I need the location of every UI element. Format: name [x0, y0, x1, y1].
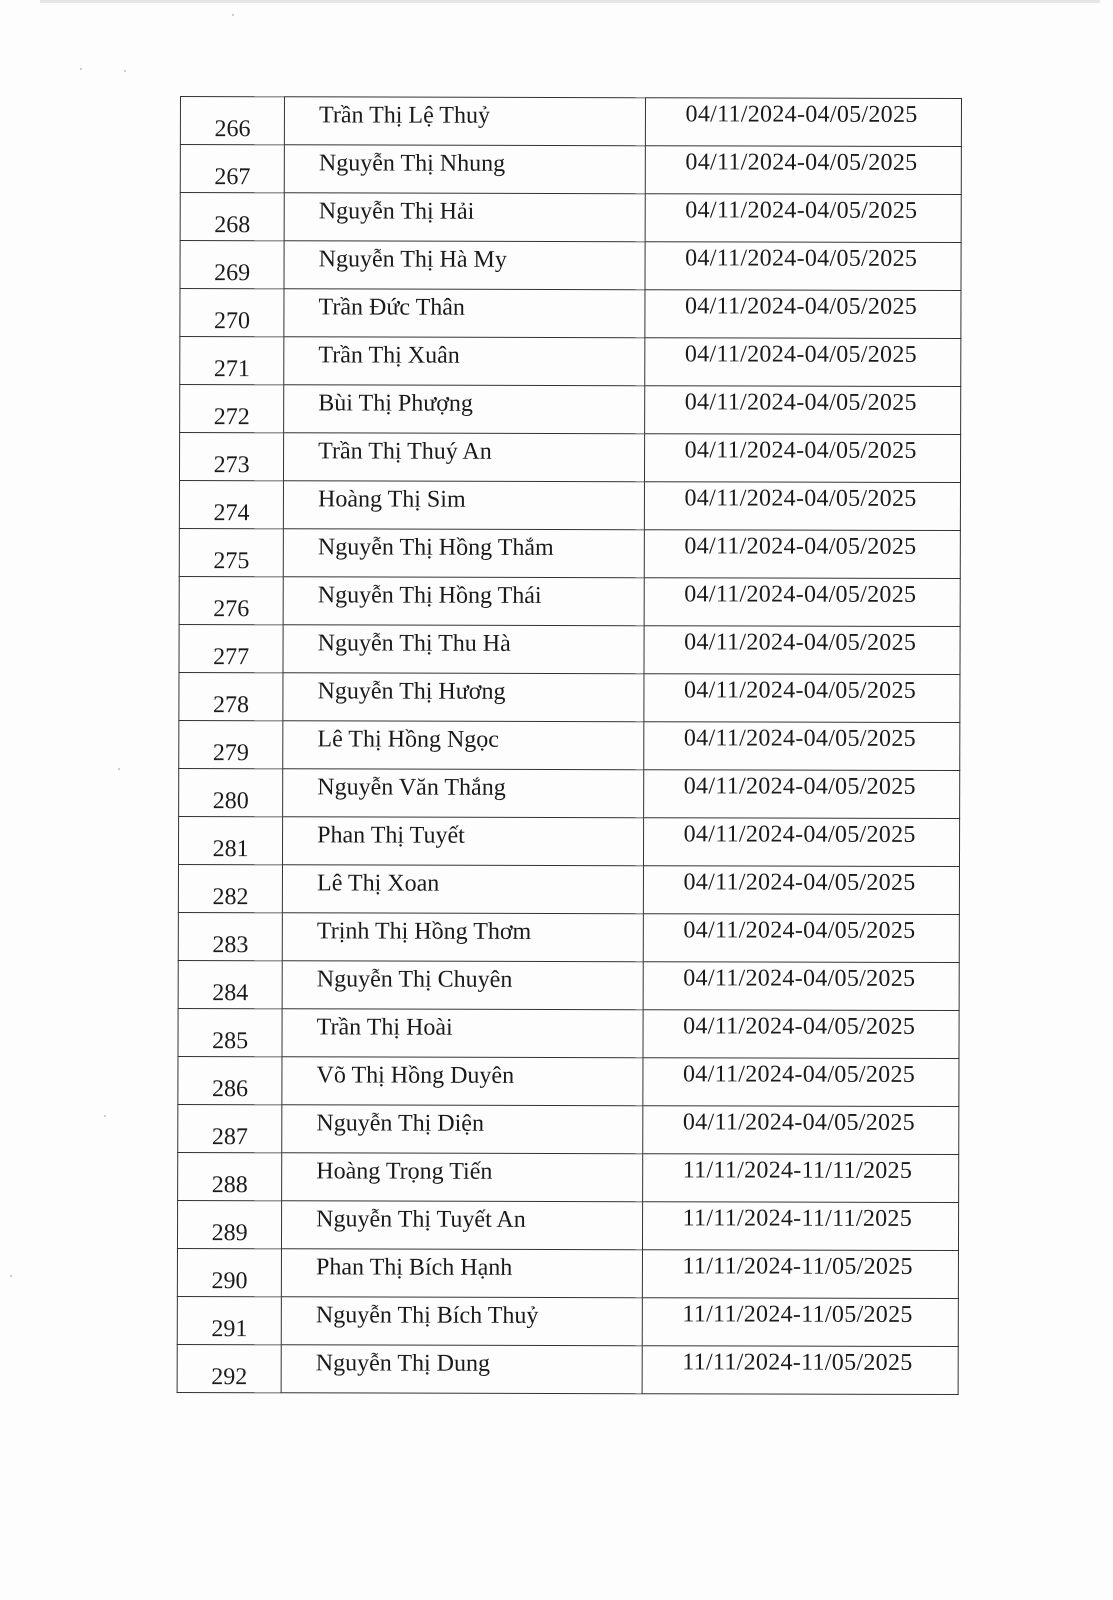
- table-row: [179, 624, 960, 674]
- row-number: 285: [212, 1028, 249, 1055]
- period-dates: 04/11/2024-04/05/2025: [683, 677, 917, 704]
- row-number-cell: [179, 433, 283, 481]
- period-dates: 11/11/2024-11/11/2025: [682, 1205, 913, 1232]
- period-cell: [644, 530, 961, 579]
- row-number-cell: [180, 337, 284, 385]
- table-row: [180, 193, 961, 243]
- name-cell: [282, 1105, 643, 1154]
- row-number: 287: [211, 1124, 248, 1151]
- person-name: Nguyễn Thị Bích Thuỷ: [315, 1302, 539, 1329]
- period-cell: [642, 1106, 959, 1155]
- name-cell: [284, 97, 645, 146]
- period-cell: [644, 626, 961, 675]
- period-dates: 11/11/2024-11/05/2025: [682, 1349, 913, 1376]
- table-row: [177, 1296, 958, 1346]
- table-row: [180, 289, 961, 339]
- row-number-cell: [177, 1200, 281, 1248]
- table-row: [179, 433, 960, 483]
- period-cell: [644, 578, 961, 627]
- scan-edge-shadow: [40, 0, 1100, 3]
- period-dates: 04/11/2024-04/05/2025: [682, 1061, 916, 1088]
- name-cell: [284, 193, 645, 242]
- scan-speck: [232, 14, 234, 16]
- period-dates: 04/11/2024-04/05/2025: [683, 917, 916, 944]
- period-cell: [642, 1154, 959, 1203]
- person-name: Nguyễn Thị Nhung: [318, 150, 506, 177]
- person-name: Lê Thị Xoan: [317, 870, 440, 897]
- name-cell: [282, 1009, 643, 1058]
- table-row: [179, 528, 960, 578]
- person-name: Phan Thị Tuyết: [317, 822, 465, 849]
- period-dates: 04/11/2024-04/05/2025: [685, 245, 918, 272]
- row-number: 275: [213, 548, 250, 575]
- table-row: [177, 1200, 958, 1250]
- name-cell: [281, 1297, 642, 1346]
- table-row: [180, 145, 961, 195]
- scan-speck: [10, 1275, 12, 1277]
- period-cell: [643, 770, 960, 819]
- name-cell: [283, 577, 644, 626]
- row-number: 279: [212, 740, 249, 767]
- period-cell: [644, 482, 961, 531]
- table-row: [177, 1248, 958, 1298]
- table-row: [178, 816, 959, 866]
- period-cell: [642, 1058, 959, 1107]
- table-row: [178, 960, 959, 1010]
- person-name: Trần Thị Hoài: [316, 1014, 453, 1041]
- period-dates: 04/11/2024-04/05/2025: [685, 197, 918, 224]
- row-number: 284: [212, 980, 249, 1007]
- person-name: Trần Đức Thân: [318, 294, 465, 321]
- row-number-cell: [179, 576, 283, 624]
- period-cell: [643, 962, 960, 1011]
- row-number: 270: [213, 308, 251, 335]
- name-cell: [284, 145, 645, 194]
- name-cell: [283, 625, 644, 674]
- period-cell: [643, 722, 960, 771]
- table-row: [178, 912, 959, 962]
- table-row: [180, 385, 961, 435]
- person-name: Võ Thị Hồng Duyên: [316, 1062, 515, 1089]
- period-dates: 11/11/2024-11/05/2025: [682, 1253, 913, 1280]
- person-name: Lê Thị Hồng Ngọc: [317, 726, 500, 753]
- period-dates: 04/11/2024-04/05/2025: [684, 437, 917, 464]
- period-cell: [643, 818, 960, 867]
- period-dates: 04/11/2024-04/05/2025: [683, 725, 917, 752]
- person-name: Nguyễn Thị Thu Hà: [317, 630, 511, 657]
- row-number-cell: [180, 145, 284, 193]
- name-cell: [283, 673, 644, 722]
- row-number: 282: [212, 884, 249, 911]
- row-number-cell: [180, 241, 284, 289]
- name-cell: [282, 913, 643, 962]
- person-name: Nguyễn Thị Hồng Thắm: [317, 534, 554, 561]
- period-cell: [642, 1202, 959, 1251]
- row-number: 271: [213, 356, 250, 383]
- row-number-cell: [179, 528, 283, 576]
- row-number: 286: [211, 1076, 248, 1103]
- table-row: [179, 576, 960, 626]
- table-row: [178, 1104, 959, 1154]
- scan-speck: [104, 1115, 106, 1117]
- person-name: Hoàng Trọng Tiến: [316, 1158, 493, 1185]
- person-name: Trần Thị Thuý An: [318, 438, 492, 465]
- period-cell: [645, 242, 962, 291]
- row-number: 278: [212, 692, 250, 719]
- person-name: Nguyễn Thị Hà My: [318, 246, 507, 273]
- row-number-cell: [180, 193, 284, 241]
- period-cell: [642, 1250, 959, 1299]
- row-number: 289: [211, 1220, 248, 1247]
- name-cell: [283, 721, 644, 770]
- name-cell: [283, 769, 644, 818]
- period-dates: 04/11/2024-04/05/2025: [684, 341, 918, 368]
- table-row: [180, 337, 961, 387]
- person-name: Nguyễn Thị Hương: [317, 678, 506, 705]
- period-dates: 04/11/2024-04/05/2025: [683, 965, 916, 992]
- row-number: 288: [211, 1172, 248, 1199]
- row-number: 276: [213, 596, 250, 623]
- register-table: [177, 96, 962, 1395]
- period-cell: [644, 434, 961, 483]
- table-row: [178, 1056, 959, 1106]
- scan-speck: [124, 70, 126, 72]
- row-number-cell: [180, 97, 284, 145]
- period-cell: [643, 914, 960, 963]
- name-cell: [283, 481, 644, 530]
- name-cell: [282, 1153, 643, 1202]
- row-number: 283: [212, 932, 249, 959]
- period-cell: [642, 1346, 959, 1395]
- period-cell: [645, 146, 962, 195]
- person-name: Bùi Thị Phượng: [318, 390, 473, 417]
- row-number-cell: [179, 481, 283, 529]
- row-number-cell: [179, 768, 283, 816]
- period-cell: [644, 338, 961, 387]
- period-dates: 11/11/2024-11/11/2025: [682, 1157, 913, 1184]
- scan-speck: [80, 68, 82, 70]
- name-cell: [282, 1201, 643, 1250]
- scan-speck: [118, 768, 120, 770]
- row-number-cell: [179, 624, 283, 672]
- person-name: Trần Thị Xuân: [318, 342, 460, 369]
- name-cell: [284, 337, 645, 386]
- table-row: [178, 1008, 959, 1058]
- name-cell: [283, 529, 644, 578]
- row-number-cell: [178, 1152, 282, 1200]
- name-cell: [284, 241, 645, 290]
- period-cell: [643, 866, 960, 915]
- row-number-cell: [178, 1056, 282, 1104]
- person-name: Nguyễn Thị Hải: [318, 198, 475, 225]
- person-name: Phan Thị Bích Hạnh: [316, 1254, 513, 1281]
- period-dates: 04/11/2024-04/05/2025: [685, 101, 918, 128]
- row-number-cell: [180, 385, 284, 433]
- period-cell: [642, 1298, 959, 1347]
- period-dates: 04/11/2024-04/05/2025: [683, 773, 916, 800]
- row-number-cell: [180, 289, 284, 337]
- name-cell: [282, 865, 643, 914]
- person-name: Nguyễn Thị Chuyên: [316, 966, 513, 993]
- row-number: 269: [214, 260, 251, 287]
- row-number-cell: [179, 720, 283, 768]
- row-number-cell: [177, 1344, 281, 1392]
- person-name: Nguyễn Thị Hồng Thái: [317, 582, 542, 609]
- row-number: 291: [211, 1316, 248, 1343]
- person-name: Trần Thị Lệ Thuỷ: [319, 102, 491, 129]
- period-dates: 04/11/2024-04/05/2025: [684, 581, 917, 608]
- period-dates: 04/11/2024-04/05/2025: [683, 869, 916, 896]
- period-cell: [645, 194, 962, 243]
- row-number: 274: [213, 500, 250, 527]
- name-cell: [282, 961, 643, 1010]
- row-number: 280: [212, 788, 249, 815]
- period-dates: 04/11/2024-04/05/2025: [684, 389, 917, 416]
- person-name: Hoàng Thị Sim: [318, 486, 466, 513]
- table-row: [177, 1344, 958, 1394]
- name-cell: [283, 817, 644, 866]
- person-name: Trịnh Thị Hồng Thơm: [316, 918, 532, 945]
- table-row: [180, 241, 961, 291]
- row-number-cell: [177, 1248, 281, 1296]
- table-row: [179, 672, 960, 722]
- row-number-cell: [178, 1008, 282, 1056]
- row-number: 292: [211, 1364, 248, 1391]
- period-dates: 04/11/2024-04/05/2025: [684, 533, 917, 560]
- name-cell: [281, 1345, 642, 1394]
- table-row: [178, 864, 959, 914]
- table-row: [179, 481, 960, 531]
- table-row: [178, 1152, 959, 1202]
- period-dates: 04/11/2024-04/05/2025: [684, 629, 917, 656]
- name-cell: [281, 1249, 642, 1298]
- period-cell: [644, 386, 961, 435]
- register-table-body: [177, 97, 961, 1395]
- row-number-cell: [178, 912, 282, 960]
- period-cell: [644, 290, 961, 339]
- row-number-cell: [177, 1296, 281, 1344]
- row-number: 266: [214, 116, 251, 143]
- row-number: 267: [214, 164, 251, 191]
- row-number: 268: [214, 212, 251, 239]
- row-number: 273: [213, 452, 250, 479]
- period-cell: [643, 1010, 960, 1059]
- table-row: [180, 97, 961, 147]
- person-name: Nguyễn Thị Tuyết An: [316, 1206, 526, 1233]
- row-number: 290: [211, 1268, 248, 1295]
- period-dates: 11/11/2024-11/05/2025: [682, 1301, 913, 1328]
- row-number-cell: [178, 816, 282, 864]
- row-number: 272: [213, 404, 250, 431]
- table-row: [179, 720, 960, 770]
- period-cell: [645, 98, 962, 147]
- table-row: [179, 768, 960, 818]
- row-number: 281: [212, 836, 249, 863]
- name-cell: [284, 289, 645, 338]
- period-dates: 04/11/2024-04/05/2025: [684, 485, 917, 512]
- row-number-cell: [178, 960, 282, 1008]
- period-dates: 04/11/2024-04/05/2025: [683, 821, 916, 848]
- name-cell: [282, 1057, 643, 1106]
- row-number-cell: [178, 1104, 282, 1152]
- person-name: Nguyễn Thị Diện: [316, 1110, 485, 1137]
- period-dates: 04/11/2024-04/05/2025: [685, 149, 918, 176]
- person-name: Nguyễn Thị Dung: [315, 1350, 491, 1377]
- period-dates: 04/11/2024-04/05/2025: [682, 1109, 916, 1136]
- row-number: 277: [213, 644, 250, 671]
- name-cell: [284, 385, 645, 434]
- row-number-cell: [178, 864, 282, 912]
- period-dates: 04/11/2024-04/05/2025: [683, 1013, 916, 1040]
- period-dates: 04/11/2024-04/05/2025: [684, 293, 918, 320]
- person-name: Nguyễn Văn Thắng: [317, 774, 506, 801]
- period-cell: [643, 674, 960, 723]
- row-number-cell: [179, 672, 283, 720]
- name-cell: [284, 433, 645, 482]
